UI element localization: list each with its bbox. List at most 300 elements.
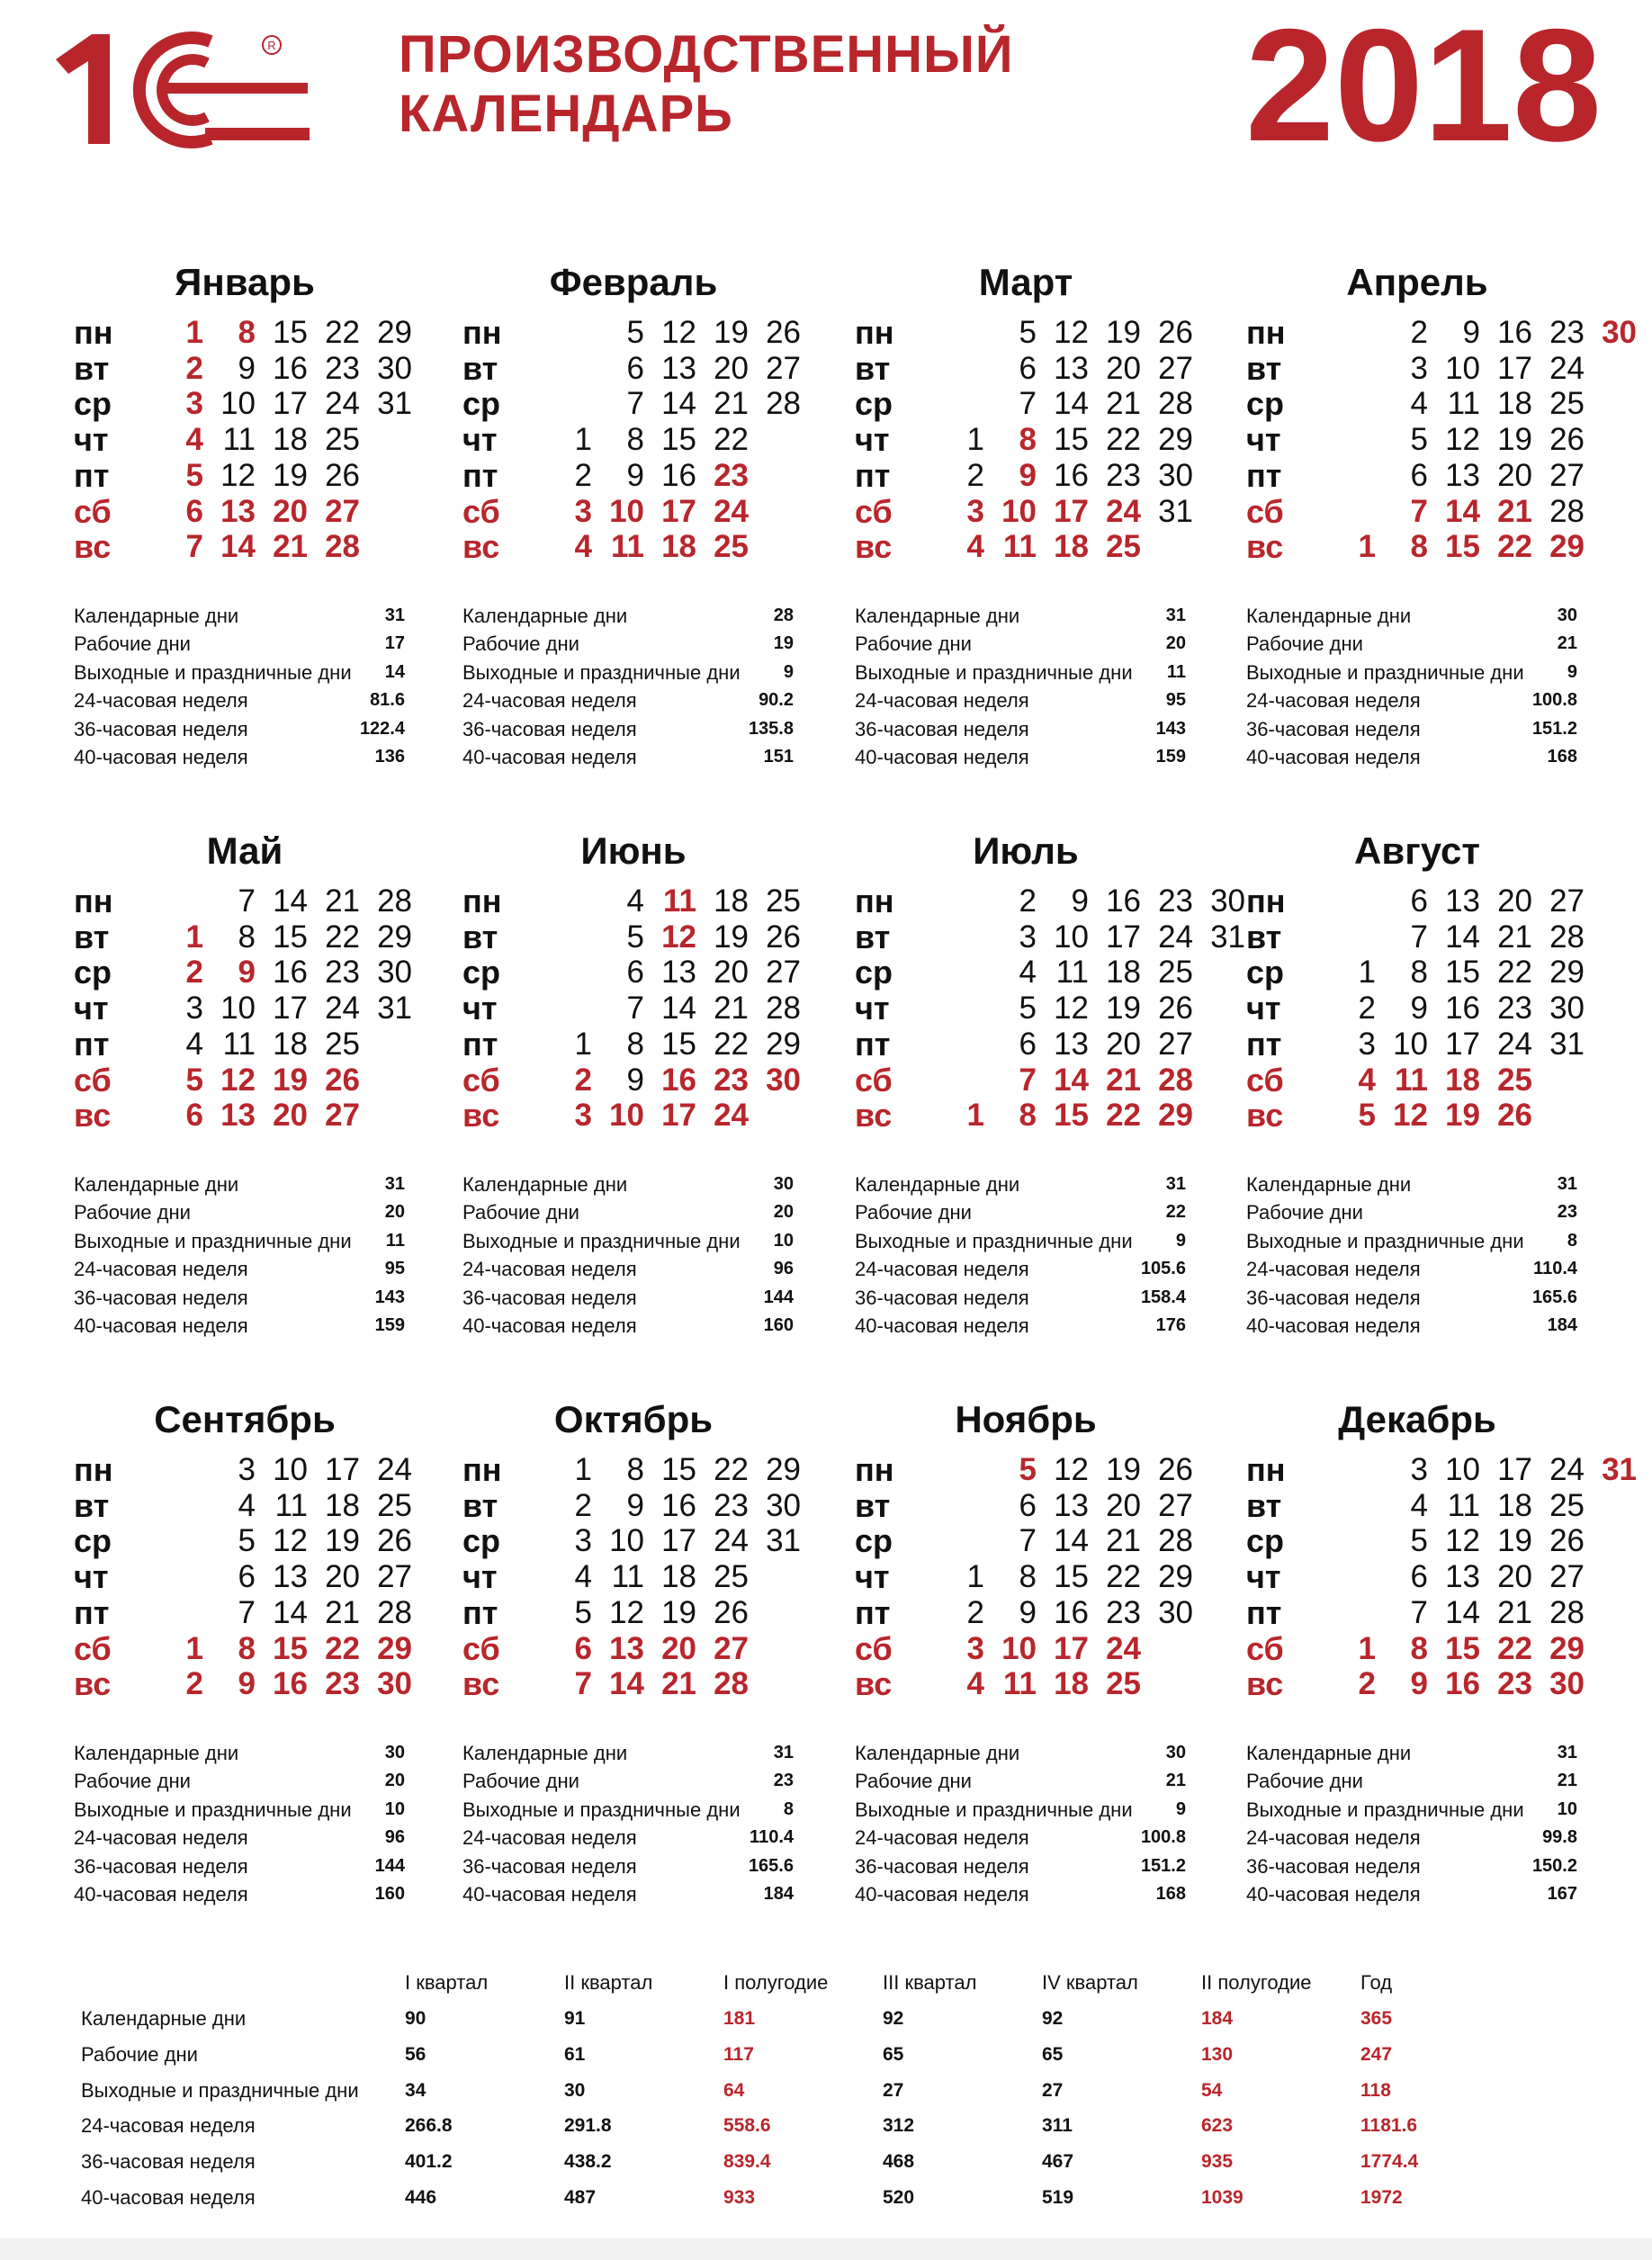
calendar-day: 13	[1445, 883, 1480, 919]
stat-label: Выходные и праздничные дни	[74, 1798, 352, 1821]
stat-label: Календарные дни	[1246, 1173, 1412, 1196]
stat-row	[1246, 743, 1577, 771]
stat-label: 24-часовая неделя	[1246, 1258, 1421, 1281]
calendar-day: 26	[1158, 991, 1193, 1027]
calendar-day: 7	[1410, 1594, 1428, 1630]
month-stats	[855, 1170, 1186, 1340]
weekday-label: сб	[462, 1061, 500, 1099]
stat-value: 20	[1165, 633, 1186, 654]
stat-value: 90.2	[759, 690, 794, 711]
weekday-label: сб	[1246, 1629, 1284, 1667]
stat-row	[462, 1852, 794, 1880]
month-stats	[1246, 1739, 1577, 1908]
calendar-day: 4	[626, 883, 644, 919]
calendar-day: 5	[1410, 422, 1428, 458]
calendar-day: 26	[325, 457, 360, 493]
calendar-day: 7	[626, 991, 644, 1027]
month-stats	[462, 1739, 794, 1908]
stat-value: 8	[1567, 1230, 1577, 1251]
stat-value: 23	[773, 1771, 794, 1791]
calendar-day: 25	[714, 529, 749, 565]
calendar-day: 4	[1410, 1487, 1428, 1523]
calendar-day: 28	[1158, 1523, 1193, 1559]
calendar-day: 8	[626, 422, 644, 458]
calendar-day: 28	[714, 1666, 749, 1702]
calendar-day: 29	[1549, 955, 1585, 991]
calendar-day: 20	[661, 1630, 696, 1666]
calendar-day: 19	[1106, 991, 1141, 1027]
calendar-day: 29	[1158, 1559, 1193, 1595]
stat-value: 122.4	[359, 718, 405, 739]
calendar-day: 14	[273, 1594, 308, 1630]
stat-label: 24-часовая неделя	[74, 1258, 248, 1281]
calendar-day: 18	[661, 1559, 696, 1595]
calendar-day: 4	[574, 1559, 592, 1595]
stat-row	[855, 1312, 1186, 1340]
weekday-label: пт	[74, 1025, 110, 1063]
calendar-day: 8	[238, 315, 256, 350]
stat-value: 158.4	[1140, 1287, 1186, 1307]
calendar-day: 4	[185, 1026, 203, 1062]
month-stats	[74, 1739, 405, 1908]
weekday-label: пт	[1246, 1593, 1282, 1631]
calendar-day: 3	[1358, 1026, 1376, 1062]
stat-row	[74, 1852, 405, 1880]
stat-label: 40-часовая неделя	[462, 1882, 637, 1906]
calendar-day: 19	[1106, 315, 1141, 350]
calendar-day: 12	[661, 919, 696, 955]
month-name: Апрель	[1346, 261, 1488, 303]
month-block	[74, 1398, 434, 1906]
calendar-day: 17	[661, 1523, 696, 1559]
calendar-day: 8	[626, 1026, 644, 1062]
stat-row	[74, 1312, 405, 1340]
calendar-day: 20	[273, 493, 308, 529]
month-block	[462, 261, 822, 768]
month-block	[1246, 1398, 1637, 1906]
stat-row	[1246, 1739, 1577, 1767]
summary-row-label: 36-часовая неделя	[81, 2150, 256, 2174]
calendar-day: 4	[966, 529, 984, 565]
weekday-label: сб	[855, 1629, 893, 1667]
calendar-day: 10	[1445, 350, 1480, 386]
calendar-day: 16	[1054, 457, 1089, 493]
month-stats	[1246, 602, 1577, 771]
month-stats	[462, 602, 794, 771]
stat-label: Календарные дни	[74, 1173, 239, 1196]
stat-value: 31	[1557, 1743, 1577, 1762]
calendar-day: 13	[609, 1630, 644, 1666]
stat-value: 14	[384, 661, 405, 682]
calendar-day: 6	[574, 1630, 592, 1666]
stat-value: 184	[763, 1883, 794, 1904]
stat-row	[74, 715, 405, 743]
calendar-day: 31	[1602, 1452, 1637, 1487]
weekday-label: ср	[462, 954, 501, 991]
weekday-label: сб	[462, 492, 500, 530]
stat-value: 168	[1155, 1883, 1186, 1904]
calendar-day: 21	[714, 991, 749, 1027]
month-name: Март	[978, 261, 1073, 303]
weekday-label: сб	[855, 492, 893, 530]
calendar-day: 16	[1497, 315, 1532, 350]
calendar-day: 24	[377, 1452, 412, 1487]
summary-column-header: II квартал	[564, 1971, 653, 1994]
stat-row	[855, 1255, 1186, 1283]
stat-row	[855, 659, 1186, 686]
year-label: 2018	[1245, 0, 1602, 175]
calendar-day: 27	[1549, 1559, 1585, 1595]
calendar-day: 9	[626, 1487, 644, 1523]
weekday-label: ср	[74, 954, 112, 991]
weekday-label: вт	[462, 349, 498, 387]
weekday-label: вс	[855, 1097, 893, 1134]
stat-row	[855, 602, 1186, 630]
stat-row	[1246, 1824, 1577, 1852]
summary-value: 839.4	[723, 2151, 771, 2173]
stat-value: 28	[773, 605, 794, 625]
stat-label: Рабочие дни	[855, 632, 972, 656]
stat-row	[855, 1824, 1186, 1852]
weekday-label: чт	[462, 1558, 498, 1596]
calendar-day: 24	[714, 1523, 749, 1559]
calendar-day: 16	[1054, 1594, 1089, 1630]
weekday-label: сб	[855, 1061, 893, 1099]
calendar-day: 24	[1106, 493, 1141, 529]
calendar-day: 19	[1497, 422, 1532, 458]
calendar-day: 22	[1497, 1630, 1532, 1666]
stat-value: 20	[384, 1202, 405, 1223]
weekday-label: сб	[1246, 492, 1284, 530]
stat-label: Рабочие дни	[855, 1770, 972, 1793]
weekday-label: вт	[462, 1486, 498, 1524]
stat-label: Выходные и праздничные дни	[1246, 1798, 1524, 1821]
month-name: Июль	[973, 830, 1079, 872]
stat-label: Календарные дни	[74, 1742, 239, 1764]
stat-row	[1246, 1170, 1577, 1198]
calendar-day: 19	[1106, 1452, 1141, 1487]
stat-label: 24-часовая неделя	[462, 1826, 637, 1850]
calendar-day: 30	[1210, 883, 1245, 919]
calendar-day: 27	[325, 493, 360, 529]
calendar-day: 3	[1410, 350, 1428, 386]
stat-label: 40-часовая неделя	[1246, 1314, 1421, 1337]
calendar-day: 26	[766, 919, 801, 955]
stat-label: Рабочие дни	[74, 632, 191, 656]
calendar-day: 19	[1497, 1523, 1532, 1559]
calendar-day: 26	[1158, 315, 1193, 350]
calendar-day: 15	[273, 919, 308, 955]
calendar-day: 12	[1054, 991, 1089, 1027]
calendar-day: 18	[1497, 386, 1532, 422]
calendar-day: 15	[661, 1026, 696, 1062]
calendar-day: 26	[1549, 1523, 1585, 1559]
month-block	[855, 261, 1215, 768]
stat-label: Выходные и праздничные дни	[1246, 1229, 1524, 1252]
calendar-day: 5	[1019, 991, 1037, 1027]
calendar-day: 23	[1497, 1666, 1532, 1702]
stat-label: 36-часовая неделя	[462, 1286, 637, 1309]
calendar-day: 4	[574, 529, 592, 565]
stat-row	[1246, 659, 1577, 686]
calendar-day: 30	[766, 1062, 801, 1098]
calendar-day: 2	[1410, 315, 1428, 350]
summary-value: 365	[1360, 2008, 1393, 2029]
stat-label: Рабочие дни	[462, 632, 579, 656]
stat-row	[1246, 1796, 1577, 1824]
weekday-label: вс	[74, 528, 112, 566]
stat-row	[855, 1796, 1186, 1824]
month-stats	[1246, 1170, 1577, 1340]
stat-label: 40-часовая неделя	[462, 1314, 637, 1337]
calendar-day: 5	[1019, 1452, 1037, 1487]
stat-value: 9	[1175, 1798, 1186, 1819]
weekday-label: сб	[74, 1061, 112, 1099]
stat-value: 135.8	[748, 718, 794, 739]
stat-value: 10	[384, 1798, 405, 1819]
calendar-day: 23	[714, 1062, 749, 1098]
stat-label: 40-часовая неделя	[855, 1314, 1029, 1337]
calendar-day: 5	[1358, 1098, 1376, 1134]
stat-value: 21	[1557, 633, 1577, 654]
stat-label: Выходные и праздничные дни	[855, 660, 1133, 684]
stat-value: 160	[763, 1314, 794, 1335]
calendar-day: 28	[1158, 1062, 1193, 1098]
calendar-day: 7	[1410, 493, 1428, 529]
stat-value: 105.6	[1140, 1259, 1186, 1279]
calendar-day: 6	[1410, 457, 1428, 493]
calendar-day: 10	[1054, 919, 1089, 955]
calendar-day: 25	[1106, 1666, 1141, 1702]
stat-row	[855, 1227, 1186, 1255]
calendar-day: 23	[1549, 315, 1585, 350]
stat-value: 31	[1557, 1174, 1577, 1194]
stat-value: 30	[773, 1174, 794, 1194]
stat-row	[74, 686, 405, 714]
stat-row	[462, 1880, 794, 1908]
weekday-label: пт	[1246, 1025, 1282, 1063]
stat-row	[462, 1198, 794, 1226]
stat-label: 36-часовая неделя	[462, 717, 637, 740]
stat-row	[1246, 1312, 1577, 1340]
stat-row	[462, 659, 794, 686]
calendar-day: 18	[1497, 1487, 1532, 1523]
stat-value: 9	[783, 661, 794, 682]
stat-row	[1246, 1198, 1577, 1226]
calendar-day: 11	[274, 1487, 308, 1523]
calendar-day: 14	[1054, 386, 1089, 422]
calendar-day: 16	[273, 1666, 308, 1702]
month-name: Сентябрь	[154, 1398, 336, 1440]
calendar-day: 27	[714, 1630, 749, 1666]
calendar-day: 14	[1054, 1062, 1089, 1098]
calendar-day: 2	[966, 1594, 984, 1630]
calendar-day: 7	[1019, 1523, 1037, 1559]
weekday-label: сб	[462, 1629, 500, 1667]
stat-row	[74, 1796, 405, 1824]
calendar-day: 21	[1106, 386, 1141, 422]
calendar-day: 1	[185, 919, 203, 955]
calendar-day: 15	[1445, 955, 1480, 991]
calendar-day: 24	[1158, 919, 1193, 955]
stat-value: 10	[773, 1230, 794, 1251]
summary-value: 1181.6	[1360, 2115, 1418, 2137]
calendar-day: 15	[1054, 1559, 1089, 1595]
calendar-day: 20	[714, 955, 749, 991]
summary-column-header: II полугодие	[1201, 1971, 1312, 1994]
calendar-day: 29	[1549, 529, 1585, 565]
calendar-day: 18	[1445, 1062, 1480, 1098]
summary-value: 65	[1042, 2043, 1064, 2065]
stat-label: 40-часовая неделя	[855, 745, 1029, 768]
month-name: Февраль	[549, 261, 718, 303]
summary-value: 64	[723, 2079, 745, 2101]
calendar-day: 13	[220, 1098, 256, 1134]
calendar-day: 15	[661, 422, 696, 458]
calendar-day: 11	[222, 422, 256, 458]
weekday-label: чт	[74, 990, 109, 1027]
summary-row-label: Календарные дни	[81, 2007, 247, 2030]
stat-row	[855, 686, 1186, 714]
stat-value: 151	[763, 746, 794, 767]
calendar-day: 13	[1054, 1487, 1089, 1523]
weekday-label: вт	[855, 349, 891, 387]
calendar-day: 25	[714, 1559, 749, 1595]
calendar-day: 12	[1393, 1098, 1428, 1134]
summary-column-header: IV квартал	[1042, 1971, 1138, 1994]
weekday-label: вт	[74, 918, 110, 955]
weekday-label: пт	[855, 1593, 891, 1631]
stat-label: 40-часовая неделя	[74, 745, 248, 768]
weekday-label: сб	[74, 492, 112, 530]
calendar-day: 25	[377, 1487, 412, 1523]
calendar-day: 10	[609, 1098, 644, 1134]
weekday-label: вт	[1246, 1486, 1282, 1524]
stat-value: 31	[1165, 1174, 1186, 1194]
calendar-day: 23	[325, 955, 360, 991]
calendar-day: 15	[1445, 529, 1480, 565]
calendar-day: 28	[325, 529, 360, 565]
calendar-day: 9	[238, 955, 256, 991]
weekday-label: вс	[462, 1097, 500, 1134]
weekday-label: чт	[855, 421, 890, 459]
summary-value: 933	[723, 2187, 756, 2208]
stat-label: Календарные дни	[1246, 605, 1412, 627]
summary-value: 1972	[1360, 2187, 1403, 2208]
stat-row	[1246, 1255, 1577, 1283]
summary-value: 54	[1201, 2079, 1223, 2101]
calendar-day: 25	[766, 883, 801, 919]
calendar-day: 7	[238, 1594, 256, 1630]
calendar-day: 8	[1019, 1098, 1037, 1134]
calendar-day: 5	[574, 1594, 592, 1630]
calendar-day: 9	[1410, 1666, 1428, 1702]
summary-value: 27	[883, 2079, 904, 2101]
calendar-day: 22	[714, 1452, 749, 1487]
summary-value: 30	[564, 2079, 586, 2101]
calendar-day: 7	[1410, 919, 1428, 955]
weekday-label: вс	[462, 1665, 500, 1703]
calendar-day: 18	[714, 883, 749, 919]
calendar-day: 7	[238, 883, 256, 919]
calendar-day: 10	[1001, 1630, 1037, 1666]
summary-value: 61	[564, 2043, 586, 2065]
calendar-day: 18	[273, 422, 308, 458]
calendar-day: 20	[714, 350, 749, 386]
stat-value: 9	[1567, 661, 1577, 682]
calendar-day: 30	[377, 955, 412, 991]
calendar-day: 29	[377, 315, 412, 350]
stat-row	[462, 743, 794, 771]
calendar-day: 16	[1445, 991, 1480, 1027]
calendar-day: 14	[1054, 1523, 1089, 1559]
weekday-label: вт	[74, 349, 110, 387]
page-title	[399, 25, 1014, 144]
calendar-day: 17	[661, 1098, 696, 1134]
stat-row	[74, 630, 405, 658]
weekday-label: пт	[74, 1593, 110, 1631]
month-block	[74, 261, 434, 768]
calendar-day: 24	[325, 991, 360, 1027]
calendar-day: 10	[1001, 493, 1037, 529]
month-stats	[74, 1170, 405, 1340]
calendar-day: 8	[238, 919, 256, 955]
calendar-day: 11	[663, 883, 696, 919]
stat-value: 96	[384, 1827, 405, 1848]
summary-value: 520	[883, 2187, 915, 2208]
calendar-day: 30	[377, 1666, 412, 1702]
calendar-day: 11	[1003, 529, 1037, 565]
stat-label: Календарные дни	[855, 605, 1020, 627]
stat-row	[74, 659, 405, 686]
calendar-day: 11	[611, 1559, 644, 1595]
calendar-day: 25	[325, 422, 360, 458]
calendar-day: 28	[1549, 1594, 1585, 1630]
summary-value: 181	[723, 2008, 756, 2029]
stat-label: 36-часовая неделя	[855, 1854, 1029, 1878]
calendar-day: 9	[1462, 315, 1480, 350]
stat-label: Рабочие дни	[462, 1770, 579, 1793]
stat-label: 36-часовая неделя	[74, 717, 248, 740]
stat-label: 24-часовая неделя	[855, 689, 1029, 713]
weekday-label: вс	[1246, 1665, 1284, 1703]
calendar-day: 4	[1410, 386, 1428, 422]
calendar-day: 10	[1393, 1026, 1428, 1062]
calendar-day: 31	[1210, 919, 1245, 955]
stat-label: Календарные дни	[462, 1173, 628, 1196]
calendar-day: 17	[1497, 1452, 1532, 1487]
calendar-day: 28	[377, 1594, 412, 1630]
weekday-label: сб	[1246, 1061, 1284, 1099]
weekday-label: пн	[462, 883, 502, 919]
calendar-day: 9	[1019, 1594, 1037, 1630]
stat-row	[1246, 1767, 1577, 1795]
summary-value: 438.2	[564, 2151, 612, 2173]
weekday-label: пн	[1246, 314, 1286, 351]
weekday-label: пт	[462, 1593, 498, 1631]
stat-value: 30	[1165, 1743, 1186, 1762]
weekday-label: пн	[1246, 1451, 1286, 1488]
calendar-day: 3	[574, 1098, 592, 1134]
weekday-label: чт	[74, 421, 109, 459]
calendar-day: 5	[238, 1523, 256, 1559]
stat-row	[74, 1824, 405, 1852]
calendar-day: 5	[1019, 315, 1037, 350]
weekday-label: чт	[462, 421, 498, 459]
calendar-day: 8	[1410, 1630, 1428, 1666]
stat-row	[462, 1170, 794, 1198]
summary-value: 117	[723, 2043, 754, 2065]
